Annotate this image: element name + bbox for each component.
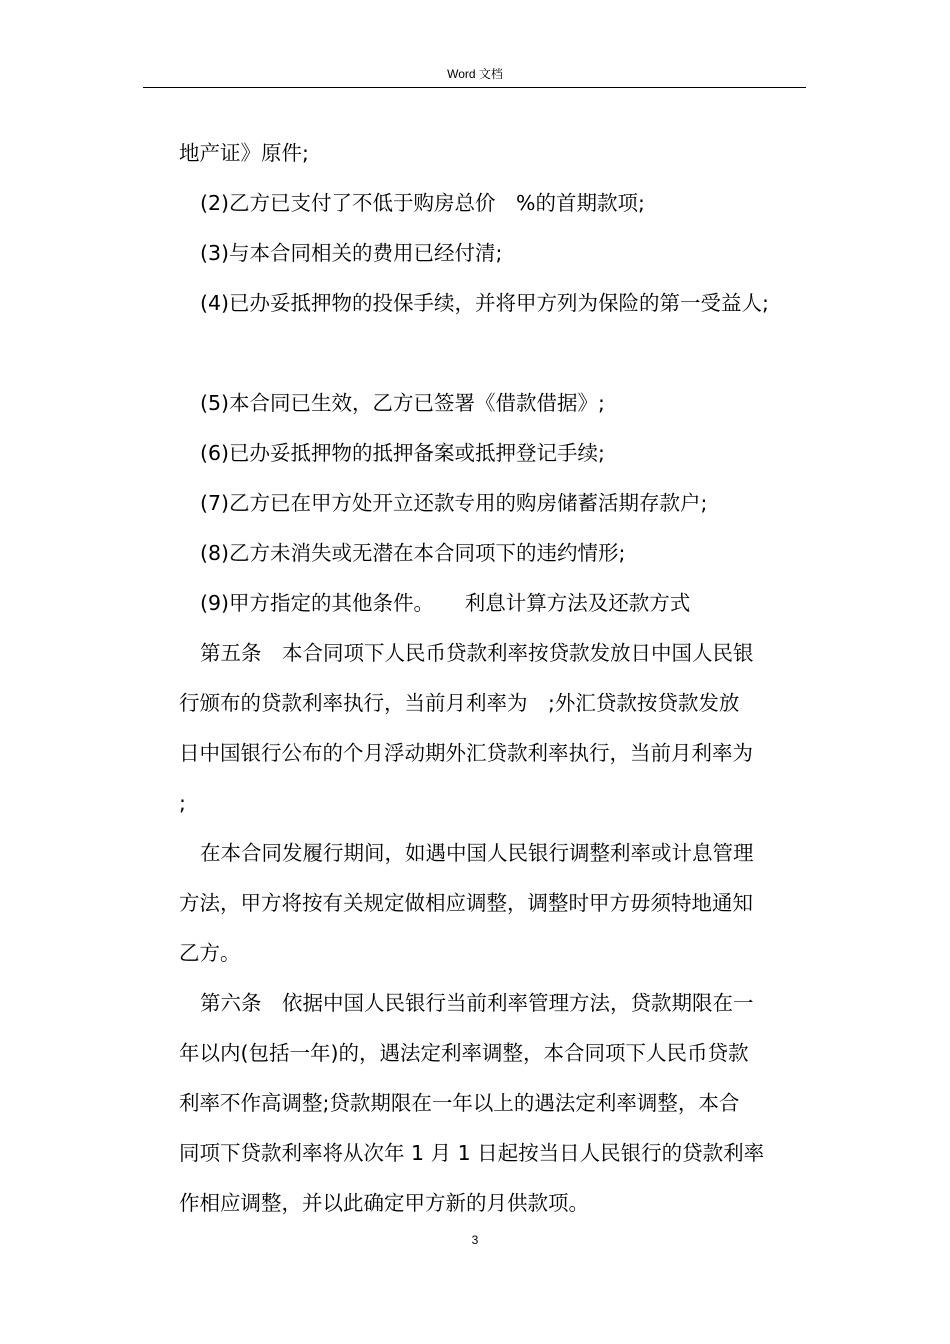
body-line: 在本合同发履行期间，如遇中国人民银行调整利率或计息管理: [200, 841, 754, 865]
body-line: 日中国银行公布的个月浮动期外汇贷款利率执行，当前月利率为: [179, 741, 753, 765]
body-line: 行颁布的贷款利率执行，当前月利率为 ;外汇贷款按贷款发放: [179, 691, 740, 715]
body-line: 年以内(包括一年)的，遇法定利率调整，本合同项下人民币贷款: [179, 1041, 749, 1065]
page-number: 3: [471, 1233, 479, 1247]
body-line: 乙方。: [179, 941, 241, 965]
body-line: 作相应调整，并以此确定甲方新的月供款项。: [179, 1191, 589, 1215]
body-line: (9)甲方指定的其他条件。 利息计算方法及还款方式: [200, 591, 691, 615]
body-line: 地产证》原件;: [179, 141, 309, 165]
document-body: [179, 128, 819, 1228]
body-line: 第六条 依据中国人民银行当前利率管理方法，贷款期限在一: [200, 991, 754, 1015]
body-line: 方法，甲方将按有关规定做相应调整，调整时甲方毋须特地通知: [179, 891, 753, 915]
header-divider: [143, 87, 806, 88]
body-line: 同项下贷款利率将从次年 1 月 1 日起按当日人民银行的贷款利率: [179, 1141, 765, 1165]
body-line: (2)乙方已支付了不低于购房总价 %的首期款项;: [200, 191, 645, 215]
body-line: (7)乙方已在甲方处开立还款专用的购房储蓄活期存款户;: [200, 491, 708, 515]
body-line: (4)已办妥抵押物的投保手续，并将甲方列为保险的第一受益人;: [200, 291, 769, 315]
paragraph-gap: [179, 328, 819, 378]
body-line: 利率不作高调整;贷款期限在一年以上的遇法定利率调整，本合: [179, 1091, 740, 1115]
body-line: (8)乙方未消失或无潜在本合同项下的违约情形;: [200, 541, 626, 565]
body-line: 第五条 本合同项下人民币贷款利率按贷款发放日中国人民银: [200, 641, 754, 665]
body-line: (5)本合同已生效，乙方已签署《借款借据》;: [200, 391, 605, 415]
body-line: ;: [179, 791, 186, 815]
page-header-title: Word 文档: [447, 67, 503, 81]
body-line: (3)与本合同相关的费用已经付清;: [200, 241, 503, 265]
body-line: (6)已办妥抵押物的抵押备案或抵押登记手续;: [200, 441, 605, 465]
